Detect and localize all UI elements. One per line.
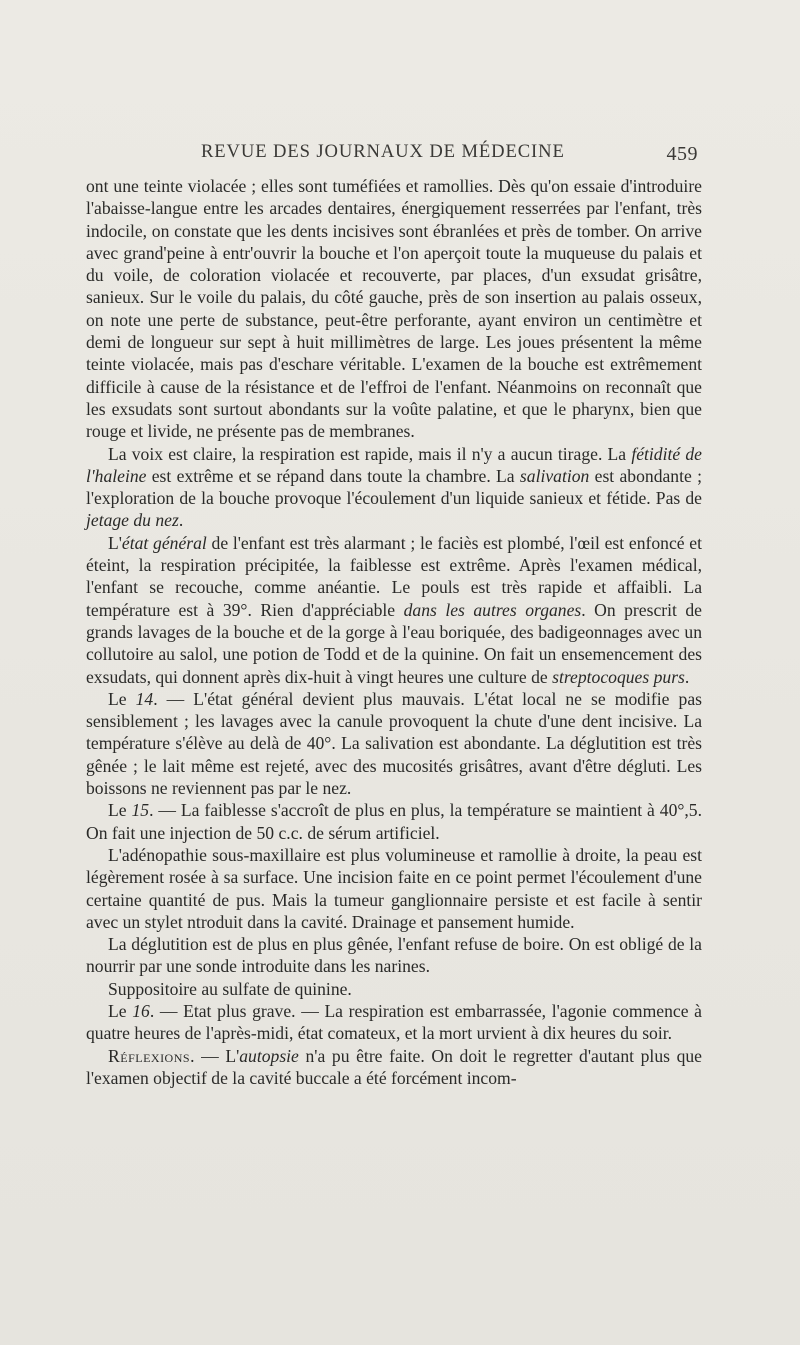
italic-term: autopsie: [239, 1045, 299, 1066]
text-run: Le: [108, 1000, 133, 1021]
text-run: L': [108, 532, 122, 553]
text-run: .: [684, 666, 690, 687]
text-run: est extrême et se répand dans toute la chambre. La: [146, 465, 520, 486]
italic-term: fétidité de l'haleine: [86, 443, 702, 486]
paragraph-text: La déglutition est de plus en plus gênée, l'enfant refuse de boire. On est obligé de la nourrir par une sonde introduite dans les narines.: [86, 934, 702, 977]
text-run: de l'enfant est très alarmant ; le faciès est plombé, l'œil est enfoncé et éteint, la respiration précipitée, la faiblesse est extrême. Après l'examen médical, l'enfant se recouche, comme anéantie. Le pouls est très rapide et affaibli. La température est à 39°. Rien d'appréciable: [86, 532, 703, 620]
text-run: Le: [108, 688, 136, 709]
paragraph-4: [86, 688, 702, 799]
text-run: . — Etat plus grave. — La respiration est embarrassée, l'agonie commence à quatre heures de l'après-midi, état comateux, et la mort urvient à dix heures du soir.: [86, 1000, 702, 1044]
italic-term: jetage du nez: [86, 510, 179, 531]
paragraph-9: [86, 1000, 702, 1045]
italic-date: 14: [135, 688, 154, 709]
text-run: La voix est claire, la respiration est rapide, mais il n'y a aucun tirage. La: [108, 443, 632, 464]
text-run: est abondante ; l'exploration de la bouche provoque l'écoulement d'un liquide sanieux et fétide. Pas de: [86, 465, 702, 509]
paragraph-text: L'adénopathie sous-maxillaire est plus volumineuse et ramollie à droite, la peau est légèrement rosée à sa surface. Une incision faite en ce point permet l'écoulement d'une certaine quantité de pus. Mais la tumeur ganglionnaire persiste et est facile à sentir avec un stylet ntroduit dans la cavité. Drainage et pansement humide.: [86, 844, 702, 932]
body-text: [86, 175, 702, 1089]
paragraph-5: [86, 799, 702, 844]
text-run: Le: [108, 800, 132, 821]
paragraph-3: [86, 532, 702, 688]
text-run: . — La faiblesse s'accroît de plus en plus, la température se maintient à 40°,5. On fait une injection de 50 c.c. de sérum artificiel.: [86, 800, 702, 843]
text-run: n'a pu être faite. On doit le regretter d'autant plus que l'examen objectif de la cavité buccale a été forcément incom-: [86, 1045, 702, 1088]
paragraph-2: [86, 443, 702, 532]
paragraph-8: [86, 978, 702, 1000]
text-run: . — L': [190, 1045, 240, 1066]
text-run: .: [178, 510, 184, 531]
text-run: . On prescrit de grands lavages de la bouche et de la gorge à l'eau boriquée, des badigeonnages avec un collutoire au salol, une potion de Todd et de la quinine. On fait un ensemencement des exsudats, qui donnent après dix-huit à vingt heures une culture de: [86, 599, 702, 687]
italic-term: streptocoques purs: [552, 666, 685, 687]
page-number: 459: [666, 143, 698, 165]
running-title: REVUE DES JOURNAUX DE MÉDECINE: [201, 141, 565, 162]
italic-term: état général: [121, 532, 207, 553]
paragraph-text: ont une teinte violacée ; elles sont tuméfiées et ramollies. Dès qu'on essaie d'introduire l'abaisse-langue entre les arcades dentaires, énergiquement resserrées par l'enfant, très indocile, on constate que les dents incisives sont ébranlées et près de tomber. On arrive avec grand'peine à entr'ouvrir la bouche et l'on aperçoit toute la muqueuse du palais et du voile, de coloration violacée et recouverte, par places, d'un exsudat grisâtre, sanieux. Sur le voile du palais, du côté gauche, près de son insertion au palais osseux, on note une perte de substance, peut-être perforante, ayant environ un centimètre et demi de longueur sur sept à huit millimètres de large. Les joues présentent la même teinte violacée, mais pas d'eschare véritable. L'examen de la bouche est extrêmement difficile à cause de la résistance et de l'effroi de l'enfant. Néanmoins on reconnaît que les exsudats sont surtout abondants sur la voûte palatine, et que le pharynx, bien que rouge et livide, ne présente pas de membranes.: [86, 176, 702, 442]
small-caps-heading: Réflexions: [108, 1045, 191, 1066]
text-run: . — L'état général devient plus mauvais. L'état local ne se modifie pas sensiblement ; les lavages avec la canule provoquent la chute d'une dent incisive. La température s'élève au delà de 40°. La salivation est abondante. La déglutition est très gênée ; le lait même est rejeté, avec des mucosités grisâtres, avant d'être dégluti. Les boissons ne reviennent pas par le nez.: [86, 688, 702, 799]
paragraph-7: [86, 933, 702, 978]
italic-term: salivation: [519, 465, 590, 486]
paragraph-1: [86, 175, 702, 443]
italic-date: 15: [131, 800, 150, 821]
italic-term: dans les autres organes: [403, 599, 582, 620]
italic-date: 16: [132, 1000, 150, 1021]
paragraph-6: [86, 844, 702, 933]
page-header: [86, 141, 702, 173]
paragraph-10: [86, 1045, 702, 1090]
paragraph-text: Suppositoire au sulfate de quinine.: [108, 978, 352, 999]
